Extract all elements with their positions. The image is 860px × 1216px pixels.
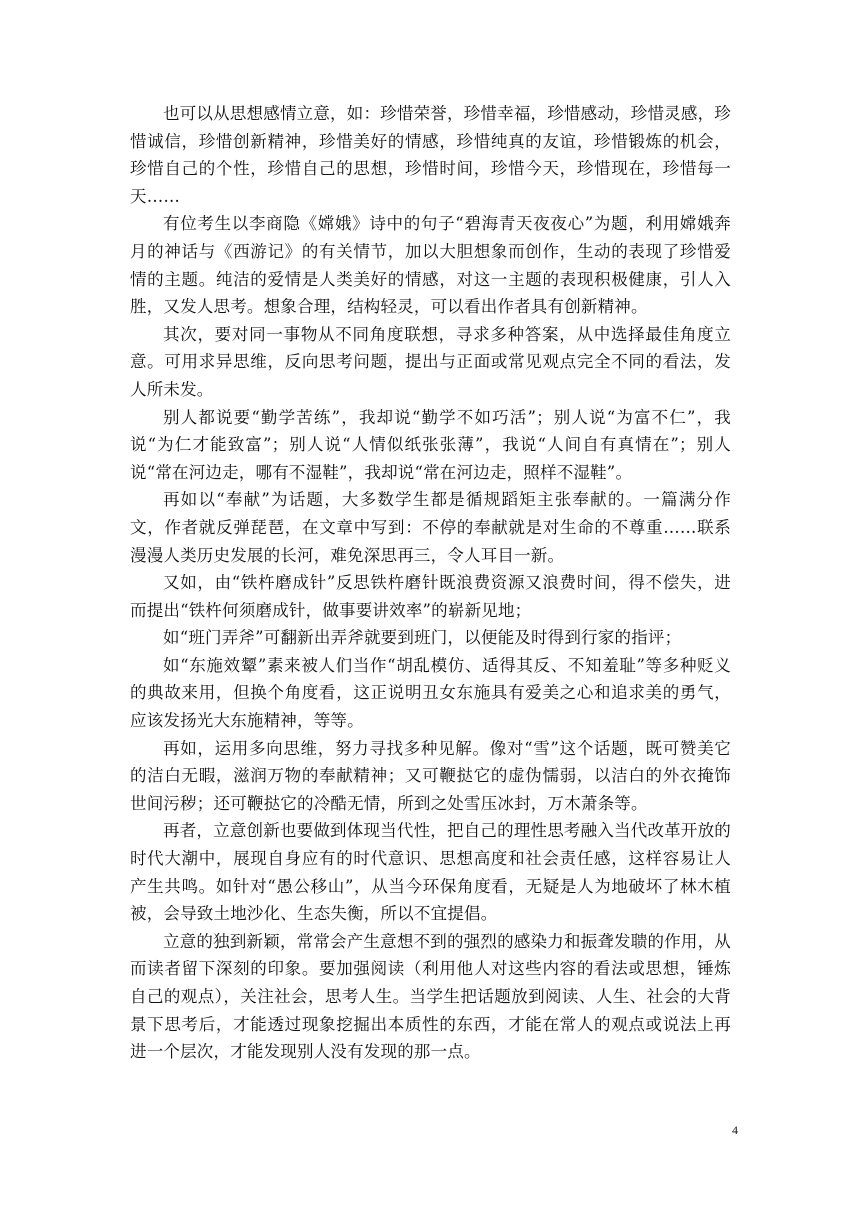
page-number: 4 xyxy=(732,1123,738,1137)
paragraph-different-angles: 其次，要对同一事物从不同角度联想，寻求多种答案，从中选择最佳角度立意。可用求异思维，反向思考问题，提出与正面或常见观点完全不同的看法，发人所未发。 xyxy=(130,324,731,399)
paragraph-iron-rod-example: 又如，由“铁杵磨成针”反思铁杵磨针既浪费资源又浪费时间，得不偿失，进而提出“铁杵何须磨成针，做事要讲效率”的崭新见地； xyxy=(130,573,731,620)
paragraph-contemporary-idea: 再者，立意创新也要做到体现当代性，把自己的理性思考融入当代改革开放的时代大潮中，展现自身应有的时代意识、思想高度和社会责任感，这样容易让人产生共鸣。如针对“愚公移山”，从当今环保角度看，无疑是人为地破坏了林木植被，会导致土地沙化、生态失衡，所以不宜提倡。 xyxy=(130,821,731,924)
paragraph-dongshi-example: 如“东施效颦”素来被人们当作“胡乱模仿、适得其反、不知羞耻”等多种贬义的典故来用，但换个角度看，这正说明丑女东施具有爱美之心和追求美的勇气，应该发扬光大东施精神，等等。 xyxy=(130,655,731,731)
paragraph-emotion-themes: 也可以从思想感情立意，如：珍惜荣誉，珍惜幸福，珍惜感动，珍惜灵感，珍惜诚信，珍惜创新精神，珍惜美好的情感，珍惜纯真的友谊，珍惜锻炼的机会，珍惜自己的个性，珍惜自己的思想，珍惜时间，珍惜今天，珍惜现在，珍惜每一天…… xyxy=(130,104,731,206)
paragraph-ban-gate-example: 如“班门弄斧”可翻新出弄斧就要到班门，以便能及时得到行家的指评； xyxy=(163,628,682,648)
paragraph-snow-example: 再如，运用多向思维，努力寻找多种见解。像对“雪”这个话题，既可赞美它的洁白无暇，滋润万物的奉献精神；又可鞭挞它的虚伪懦弱，以洁白的外衣掩饰世间污秽；还可鞭挞它的冷酷无情，所到之处雪压冰封，万木萧条等。 xyxy=(130,738,731,813)
paragraph-change-e-example: 有位考生以李商隐《嫦娥》诗中的句子“碧海青天夜夜心”为题，利用嫦娥奔月的神话与《西游记》的有关情节，加以大胆想象而创作，生动的表现了珍惜爱情的主题。纯洁的爱情是人类美好的情感，对这一主题的表现积极健康，引人入胜，又发人思考。想象合理，结构轻灵，可以看出作者具有创新精神。 xyxy=(130,214,731,317)
paragraph-originality-conclusion: 立意的独到新颖，常常会产生意想不到的强烈的感染力和振聋发聩的作用，从而读者留下深刻的印象。要加强阅读（利用他人对这些内容的看法或思想，锤炼自己的观点），关注社会，思考人生。当学生把话题放到阅读、人生、社会的大背景下思考后，才能透过现象挖掘出本质性的东西，才能在常人的观点或说法上再进一个层次，才能发现别人没有发现的那一点。 xyxy=(130,931,731,1062)
paragraph-dedication-example: 再如以“奉献”为话题，大多数学生都是循规蹈矩主张奉献的。一篇满分作文，作者就反弹琵琶，在文章中写到：不停的奉献就是对生命的不尊重……联系漫漫人类历史发展的长河，难免深思再三，令人耳目一新。 xyxy=(130,490,731,565)
paragraph-reverse-sayings: 别人都说要“勤学苦练”，我却说“勤学不如巧活”；别人说“为富不仁”，我说“为仁才能致富”；别人说“人情似纸张张薄”，我说“人间自有真情在”；别人说“常在河边走，哪有不湿鞋”，我却说“常在河边走，照样不湿鞋”。 xyxy=(130,407,731,482)
document-page xyxy=(130,100,731,1066)
